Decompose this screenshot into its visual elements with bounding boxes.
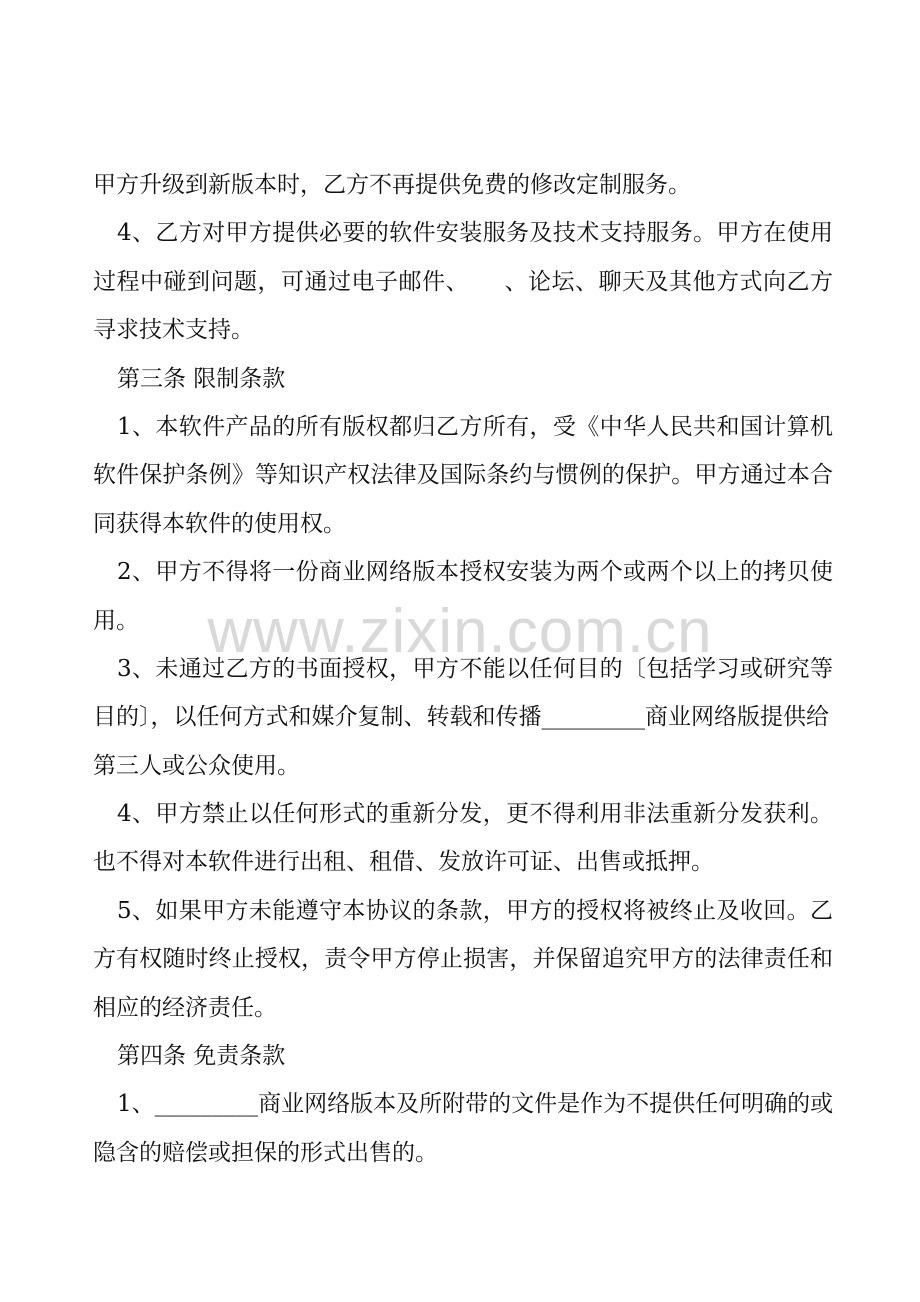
text-line: 方有权随时终止授权，责令甲方停止损害，并保留追究甲方的法律责任和 [93, 946, 833, 973]
watermark: www.zixin.com.cn [207, 597, 713, 666]
text-line: 甲方升级到新版本时，乙方不再提供免费的修改定制服务。 [93, 172, 691, 198]
text-line: 第三条 限制条款 [117, 365, 286, 392]
text-line: 也不得对本软件进行出租、租借、发放许可证、出售或抵押。 [93, 849, 714, 876]
text-line: 同获得本软件的使用权。 [93, 510, 346, 537]
text-line: 2、甲方不得将一份商业网络版本授权安装为两个或两个以上的拷贝使 [117, 559, 833, 586]
text-line: 3、未通过乙方的书面授权，甲方不能以任何目的〔包括学习或研究等 [117, 655, 833, 682]
text-line: 软件保护条例》等知识产权法律及国际条约与惯例的保护。甲方通过本合 [93, 462, 833, 489]
text-line: 用。 [93, 607, 139, 634]
text-line: 4、乙方对甲方提供必要的软件安装服务及技术支持服务。甲方在使用 [117, 220, 833, 247]
text-line: 第三人或公众使用。 [93, 752, 300, 779]
text-line: 寻求技术支持。 [93, 317, 254, 344]
text-line: 第四条 免责条款 [117, 1043, 286, 1070]
text-line: 4、甲方禁止以任何形式的重新分发，更不得利用非法重新分发获利。 [117, 801, 833, 828]
text-line: 1、本软件产品的所有版权都归乙方所有，受《中华人民共和国计算机 [117, 413, 833, 440]
document-body [93, 161, 833, 1177]
text-line: 隐含的赔偿或担保的形式出售的。 [93, 1139, 438, 1166]
text-line: 目的〕，以任何方式和媒介复制、转载和传播_________商业网络版提供给 [93, 704, 829, 731]
text-line: 1、_________商业网络版本及所附带的文件是作为不提供任何明确的或 [117, 1091, 834, 1118]
text-line: 相应的经济责任。 [93, 994, 277, 1021]
text-line: 5、如果甲方未能遵守本协议的条款，甲方的授权将被终止及收回。乙 [117, 897, 833, 924]
text-line: 过程中碰到问题，可通过电子邮件、 、论坛、聊天及其他方式向乙方 [93, 268, 833, 295]
